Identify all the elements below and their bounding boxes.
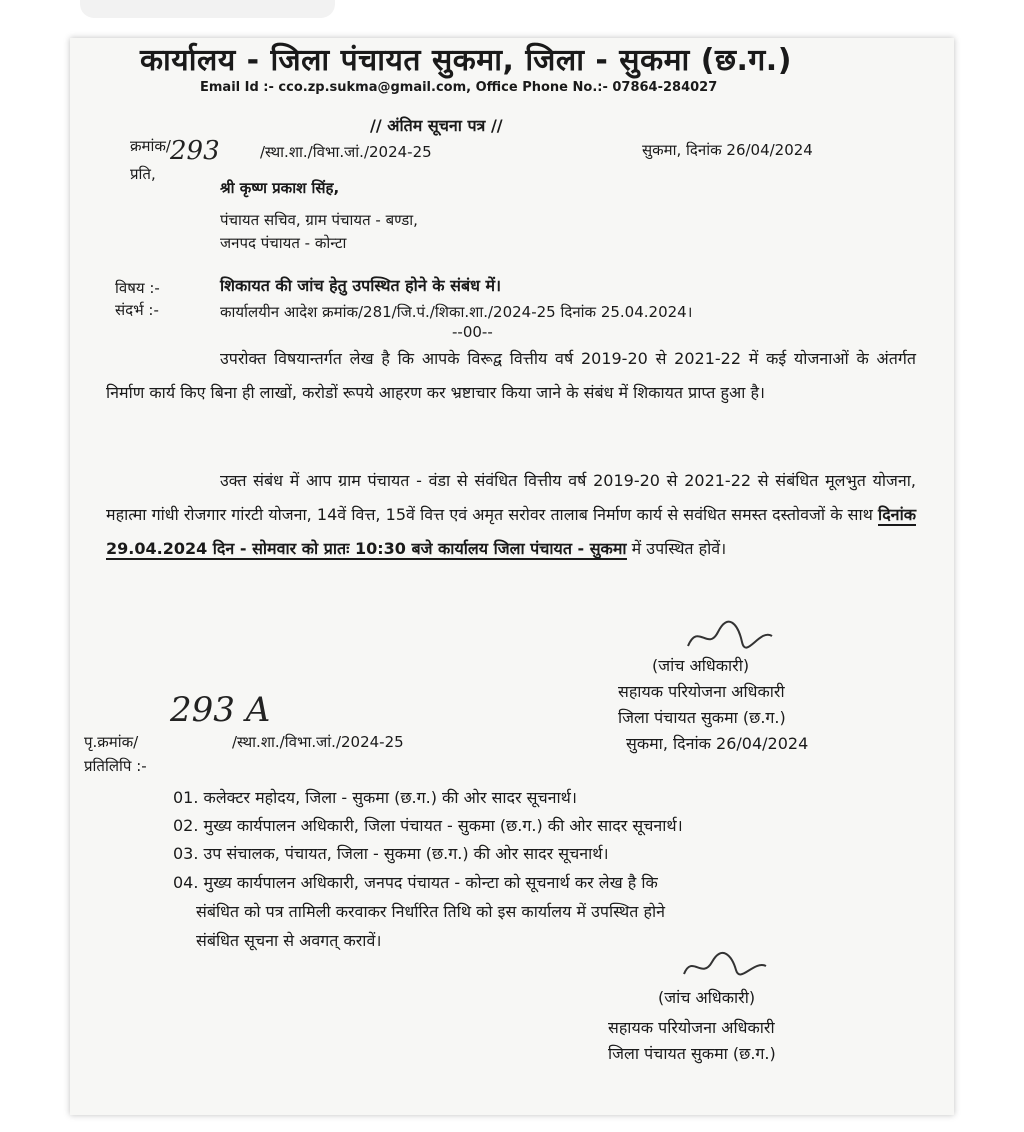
to-line-2: पंचायत सचिव, ग्राम पंचायत - बण्डा, xyxy=(220,211,418,229)
signature-1-role: (जांच अधिकारी) xyxy=(652,656,750,675)
letterhead-title: कार्यालय - जिला पंचायत सुकमा, जिला - सुकमा (छ.ग.) xyxy=(140,43,792,78)
signature-2-mark xyxy=(676,948,776,988)
to-line-1: श्री कृष्ण प्रकाश सिंह, xyxy=(220,179,340,197)
separator: --00-- xyxy=(452,323,493,341)
hearing-date-highlight: दिनांक 29.04.2024 दिन - सोमवार को प्रातः 10:30 बजे कार्यालय जिला पंचायत - सुकमा xyxy=(106,505,916,558)
signature-2-role: (जांच अधिकारी) xyxy=(658,988,756,1007)
copy-item-1: 01. कलेक्टर महोदय, जिला - सुकमा (छ.ग.) की ओर सादर सूचनार्थ। xyxy=(173,788,577,807)
signature-1-mark xyxy=(680,618,780,658)
copy-item-3: 03. उप संचालक, पंचायत, जिला - सुकमा (छ.ग.) की ओर सादर सूचनार्थ। xyxy=(173,844,609,863)
notice-heading: // अंतिम सूचना पत्र // xyxy=(370,116,503,135)
subject-label: विषय :- xyxy=(115,279,160,297)
letterhead-contact: Email Id :- cco.zp.sukma@gmail.com, Office Phone No.:- 07864-284027 xyxy=(200,80,718,95)
copy-ref-place-date: सुकमा, दिनांक 26/04/2024 xyxy=(626,734,809,753)
ref-number: /स्था.शा./विभा.जां./2024-25 xyxy=(260,143,432,161)
to-line-3: जनपद पंचायत - कोन्टा xyxy=(220,234,347,252)
reference-label: संदर्भ :- xyxy=(115,301,159,319)
body-paragraph-1: उपरोक्त विषयान्तर्गत लेख है कि आपके विरूद्व वित्तीय वर्ष 2019-20 से 2021-22 में कई योजनाओं के अंतर्गत निर्माण कार्य किए बिना ही लाखों, करोडों रूपये आहरण कर भ्रष्टाचार किया जाने के संबंध में शिकायत प्राप्त हुआ है। xyxy=(106,349,916,402)
ref-handwritten-number: 293 xyxy=(170,136,220,166)
body-paragraph-2-text: उक्त संबंध में आप ग्राम पंचायत - वंडा से संवंधित वित्तीय वर्ष 2019-20 से 2021-22 से संबंधित मूलभुत योजना, महात्मा गांधी रोजगार गांरटी योजना, 14वें वित्त, 15वें वित्त एवं अमृत सरोवर तालाब निर्माण कार्य से सवंधित समस्त दस्तोवजों के साथ xyxy=(106,471,916,524)
letter-page xyxy=(70,38,954,1115)
reference-text: कार्यालयीन आदेश क्रमांक/281/जि.पं./शिका.शा./2024-25 दिनांक 25.04.2024। xyxy=(220,303,693,321)
subject-text: शिकायत की जांच हेतु उपस्थित होने के संबंध में। xyxy=(220,276,502,295)
copy-item-4-line-2: संबंधित को पत्र तामिली करवाकर निर्धारित तिथि को इस कार्यालय में उपस्थित होने xyxy=(196,902,665,921)
copy-item-2: 02. मुख्य कार्यपालन अधिकारी, जिला पंचायत - सुकमा (छ.ग.) की ओर सादर सूचनार्थ। xyxy=(173,816,683,835)
signature-1-designation: सहायक परियोजना अधिकारी xyxy=(618,682,785,701)
ref-label: क्रमांक/ xyxy=(130,137,171,155)
copy-ref-handwritten-number: 293 A xyxy=(170,690,271,730)
copy-ref-label: पृ.क्रमांक/ xyxy=(84,733,139,751)
copy-item-4-line-3: संबंधित सूचना से अवगत् करावें। xyxy=(196,931,382,950)
ref-place-date: सुकमा, दिनांक 26/04/2024 xyxy=(642,141,813,159)
copy-ref-number: /स्था.शा./विभा.जां./2024-25 xyxy=(232,733,404,751)
top-overlay-strip xyxy=(80,0,335,18)
copy-item-4: 04. मुख्य कार्यपालन अधिकारी, जनपद पंचायत - कोन्टा को सूचनार्थ कर लेख है कि xyxy=(173,873,658,892)
to-label: प्रति, xyxy=(130,165,156,183)
copy-label: प्रतिलिपि :- xyxy=(84,757,147,775)
body-paragraph-2-end: में उपस्थित होवें। xyxy=(631,539,727,558)
signature-2-office: जिला पंचायत सुकमा (छ.ग.) xyxy=(608,1044,776,1063)
signature-1-office: जिला पंचायत सुकमा (छ.ग.) xyxy=(618,708,786,727)
body-paragraph-2 xyxy=(106,464,916,566)
signature-2-designation: सहायक परियोजना अधिकारी xyxy=(608,1018,775,1037)
